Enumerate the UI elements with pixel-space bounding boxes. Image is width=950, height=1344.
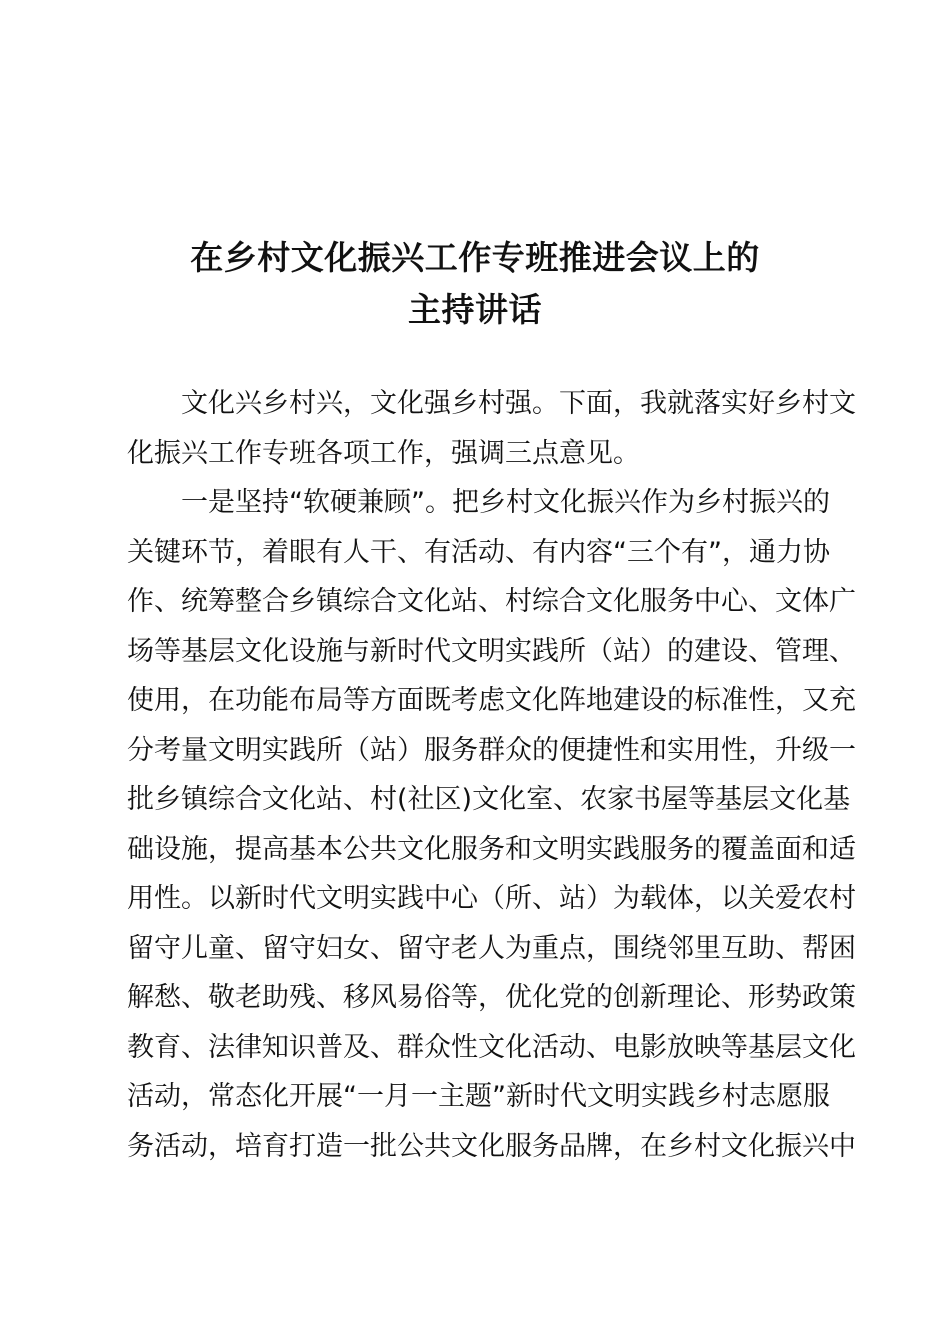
- paragraph-line: 作、统筹整合乡镇综合文化站、村综合文化服务中心、文体广: [127, 586, 856, 617]
- paragraph-line: 分考量文明实践所（站）服务群众的便捷性和实用性，升级一: [127, 734, 856, 766]
- paragraph-line: 使用，在功能布局等方面既考虑文化阵地建设的标准性，又充: [127, 685, 856, 716]
- paragraph-1: [127, 379, 856, 478]
- title-line-1: 在乡村文化振兴工作专班推进会议上的: [190, 238, 760, 277]
- paragraph-line: 务活动，培育打造一批公共文化服务品牌，在乡村文化振兴中: [127, 1130, 856, 1162]
- document-title: [0, 232, 950, 336]
- document-body: [127, 379, 856, 1171]
- paragraph-2: [127, 478, 856, 1171]
- paragraph-line: 留守儿童、留守妇女、留守老人为重点，围绕邻里互助、帮困: [127, 932, 856, 964]
- paragraph-line: 教育、法律知识普及、群众性文化活动、电影放映等基层文化: [127, 1031, 856, 1063]
- paragraph-line: 解愁、敬老助残、移风易俗等，优化党的创新理论、形势政策: [127, 982, 856, 1013]
- paragraph-line: 础设施，提高基本公共文化服务和文明实践服务的覆盖面和适: [127, 833, 856, 865]
- paragraph-line: 活动，常态化开展“一月一主题”新时代文明实践乡村志愿服: [127, 1081, 830, 1112]
- paragraph-line: 批乡镇综合文化站、村(社区)文化室、农家书屋等基层文化基: [127, 784, 851, 815]
- paragraph-line: 关键环节，着眼有人干、有活动、有内容“三个有”，通力协: [127, 536, 830, 568]
- paragraph-line: 文化兴乡村兴，文化强乡村强。下面，我就落实好乡村文: [181, 388, 856, 419]
- paragraph-line: 用性。以新时代文明实践中心（所、站）为载体，以关爱农村: [127, 883, 856, 914]
- paragraph-line: 场等基层文化设施与新时代文明实践所（站）的建设、管理、: [127, 635, 856, 667]
- paragraph-line: 一是坚持“软硬兼顾”。把乡村文化振兴作为乡村振兴的: [181, 487, 830, 518]
- title-line-2: 主持讲话: [408, 290, 542, 329]
- paragraph-line: 化振兴工作专班各项工作，强调三点意见。: [127, 437, 640, 469]
